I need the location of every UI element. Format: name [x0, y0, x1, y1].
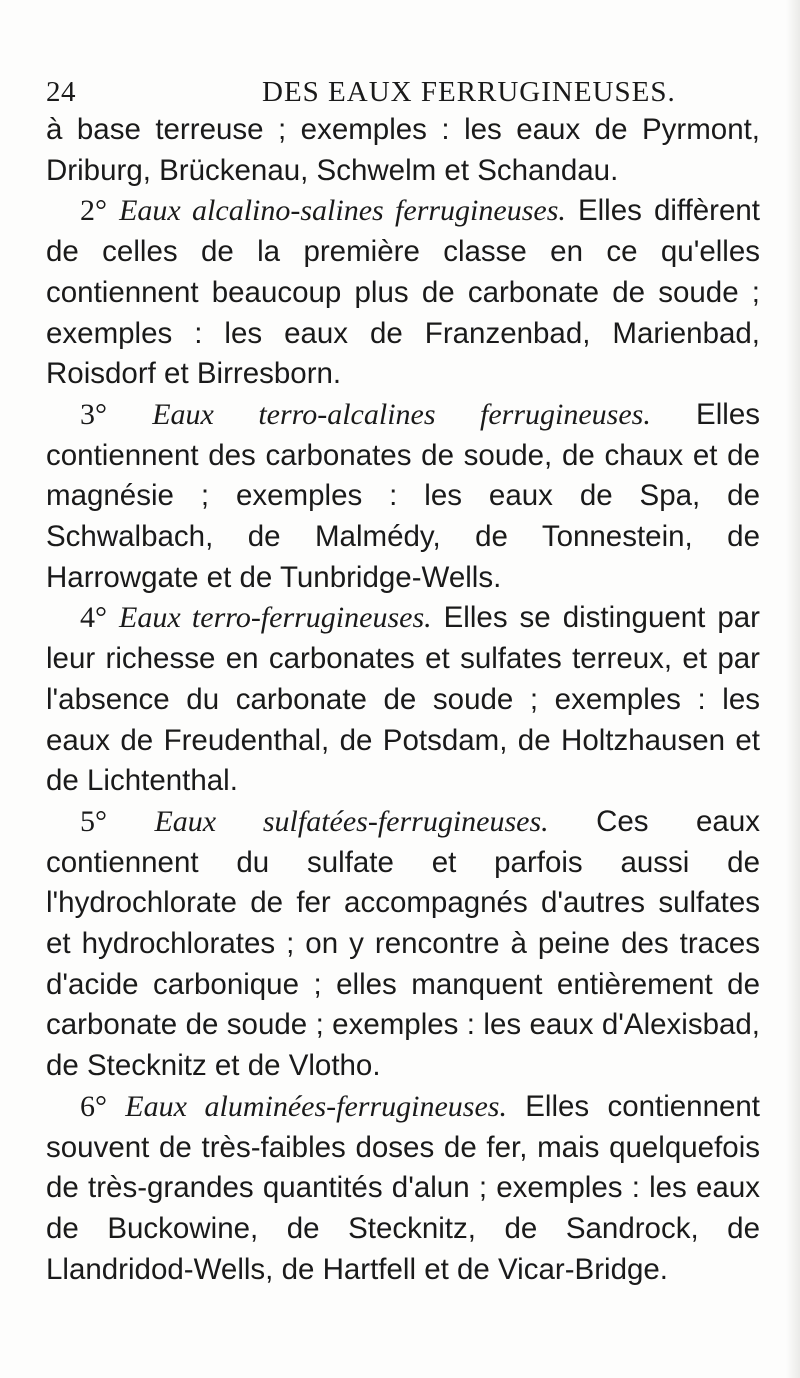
item-number: 6° — [80, 1089, 107, 1123]
paragraph-item-6 — [46, 1087, 760, 1291]
paragraph-item-2 — [46, 191, 760, 395]
item-title: Eaux aluminées-ferrugineuses. — [125, 1089, 507, 1123]
item-title: Eaux sulfatées-ferrugineuses. — [154, 804, 549, 838]
paragraph-continuation — [46, 110, 760, 191]
item-number: 3° — [80, 397, 107, 431]
paragraph-text: Elles contiennent des carbonates de soude, de chaux et de magnésie ; exemples : les eaux de Spa, de Schwalbach, de Malmédy, de Tonnestein, de Harrowgate et de Tunbridge-Wells. — [46, 397, 760, 594]
item-number: 2° — [80, 194, 107, 228]
item-title: Eaux alcalino-salines ferrugineuses. — [119, 194, 566, 228]
paragraph-text: Elles contiennent souvent de très-faibles doses de fer, mais quelquefois de très-grandes quantités d'alun ; exemples : les eaux de Buckowine, de Stecknitz, de Sandrock, de Llandridod-Wells, de Hartfell et de Vicar-Bridge. — [46, 1089, 760, 1286]
paragraph-text: Ces eaux contiennent du sulfate et parfois aussi de l'hydrochlorate de fer accompagnés d'autres sulfates et hydrochlorates ; on y rencontre à peine des traces d'acide carbonique ; elles manquent entièrement de carbonate de soude ; exemples : les eaux d'Alexisbad, de Stecknitz et de Vlotho. — [46, 804, 760, 1083]
paragraph-item-4 — [46, 598, 760, 802]
paragraph-item-5 — [46, 802, 760, 1087]
item-title: Eaux terro-alcalines ferrugineuses. — [152, 397, 651, 431]
paragraph-item-3 — [46, 395, 760, 599]
running-title: DES EAUX FERRUGINEUSES. — [262, 76, 676, 108]
paragraph-text: Elles se distinguent par leur richesse en carbonates et sulfates terreux, et par l'absence du carbonate de soude ; exemples : les eaux de Freudenthal, de Potsdam, de Holtzhausen et de Lichtenthal. — [46, 601, 761, 798]
item-number: 5° — [80, 804, 107, 838]
item-title: Eaux terro-ferrugineuses. — [119, 601, 432, 635]
item-number: 4° — [80, 601, 107, 635]
body-text — [46, 110, 760, 1290]
page-edge-shadow — [786, 0, 800, 1378]
paragraph-text: à base terreuse ; exemples : les eaux de Pyrmont, Driburg, Brückenau, Schwelm et Schandau. — [46, 113, 760, 187]
paragraph-text: Elles diffèrent de celles de la première classe en ce qu'elles contiennent beaucoup plus de carbonate de soude ; exemples : les eaux de Franzenbad, Marienbad, Roisdorf et Birresborn. — [46, 194, 761, 391]
page-number: 24 — [46, 76, 76, 108]
